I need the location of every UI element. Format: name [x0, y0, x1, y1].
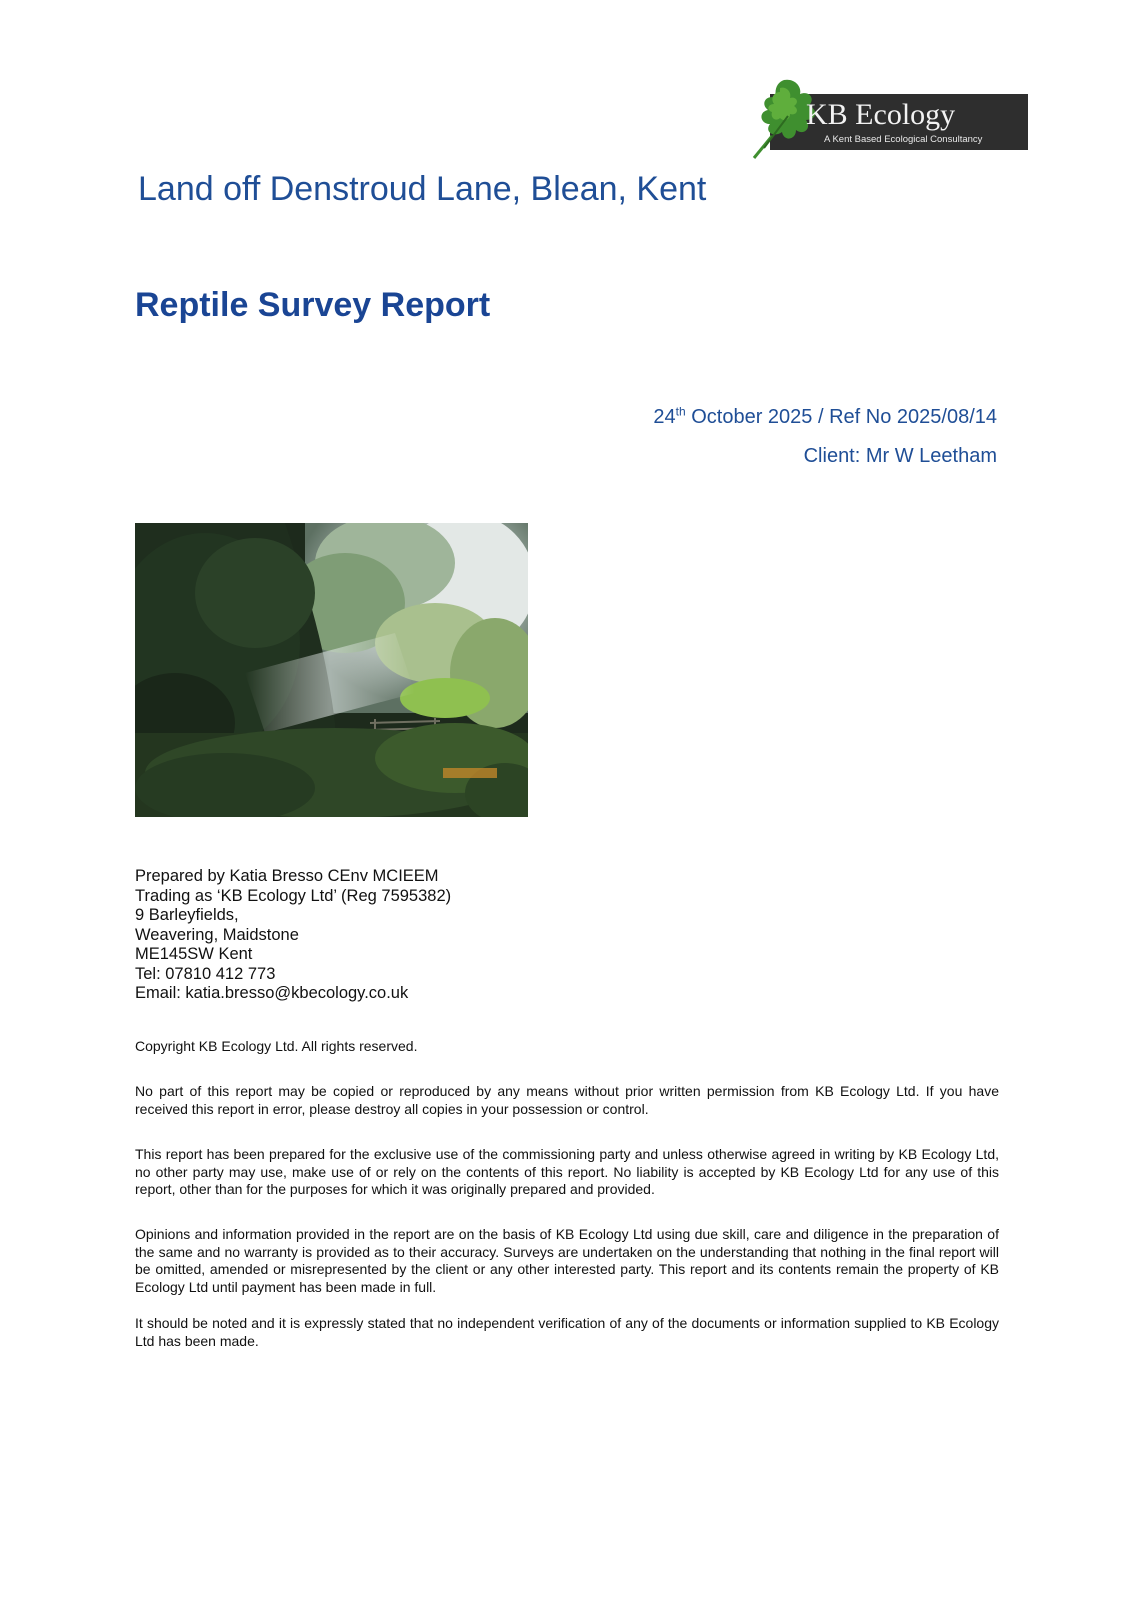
copyright-notice: Copyright KB Ecology Ltd. All rights reserved. — [135, 1038, 418, 1054]
client-name: Client: Mr W Leetham — [803, 445, 997, 467]
email-line: Email: katia.bresso@kbecology.co.uk — [135, 984, 409, 1002]
address-line-2: Weavering, Maidstone — [135, 925, 299, 944]
date-reference — [653, 406, 997, 429]
logo-wordmark: KB Ecology — [806, 98, 956, 131]
kb-ecology-logo — [744, 76, 1030, 164]
telephone-line: Tel: 07810 412 773 — [135, 964, 276, 983]
prepared-by-block — [135, 867, 451, 1004]
site-title: Land off Denstroud Lane, Blean, Kent — [138, 170, 707, 208]
date-rest: October 2025 / Ref No 2025/08/14 — [685, 406, 997, 428]
reproduction-notice: No part of this report may be copied or reproduced by any means without prior written permission from KB Ecology Ltd. If you have received this report in error, please destroy all copies in your possession or control. — [135, 1083, 999, 1117]
address-line-1: 9 Barleyfields, — [135, 906, 239, 924]
report-title: Reptile Survey Report — [135, 286, 491, 324]
logo-tagline: A Kent Based Ecological Consultancy — [824, 134, 983, 145]
site-photo — [135, 523, 528, 817]
date-suffix: th — [675, 404, 686, 419]
date-day: 24 — [653, 406, 676, 428]
exclusive-use-notice: This report has been prepared for the exclusive use of the commissioning party and unless otherwise agreed in writing by KB Ecology Ltd, no other party may use, make use of or rely on the contents of this report. No liability is accepted by KB Ecology Ltd for any use of this report, other than for the purposes for which it was originally prepared and provided. — [135, 1146, 999, 1197]
verification-notice: It should be noted and it is expressly stated that no independent verification of any of the documents or information supplied to KB Ecology Ltd has been made. — [135, 1315, 999, 1349]
opinions-notice: Opinions and information provided in the report are on the basis of KB Ecology Ltd using due skill, care and diligence in the preparation of the same and no warranty is provided as to their accuracy. Surveys are undertaken on the understanding that nothing in the final report will be omitted, amended or misrepresented by the client or any other interested party. This report and its contents remain the property of KB Ecology Ltd until payment has been made in full. — [135, 1226, 999, 1295]
trading-as-line: Trading as ‘KB Ecology Ltd’ (Reg 7595382) — [135, 886, 452, 905]
oak-leaf-icon — [744, 76, 1030, 164]
postcode-line: ME145SW Kent — [135, 945, 253, 963]
prepared-by-line: Prepared by Katia Bresso CEnv MCIEEM — [135, 867, 439, 885]
